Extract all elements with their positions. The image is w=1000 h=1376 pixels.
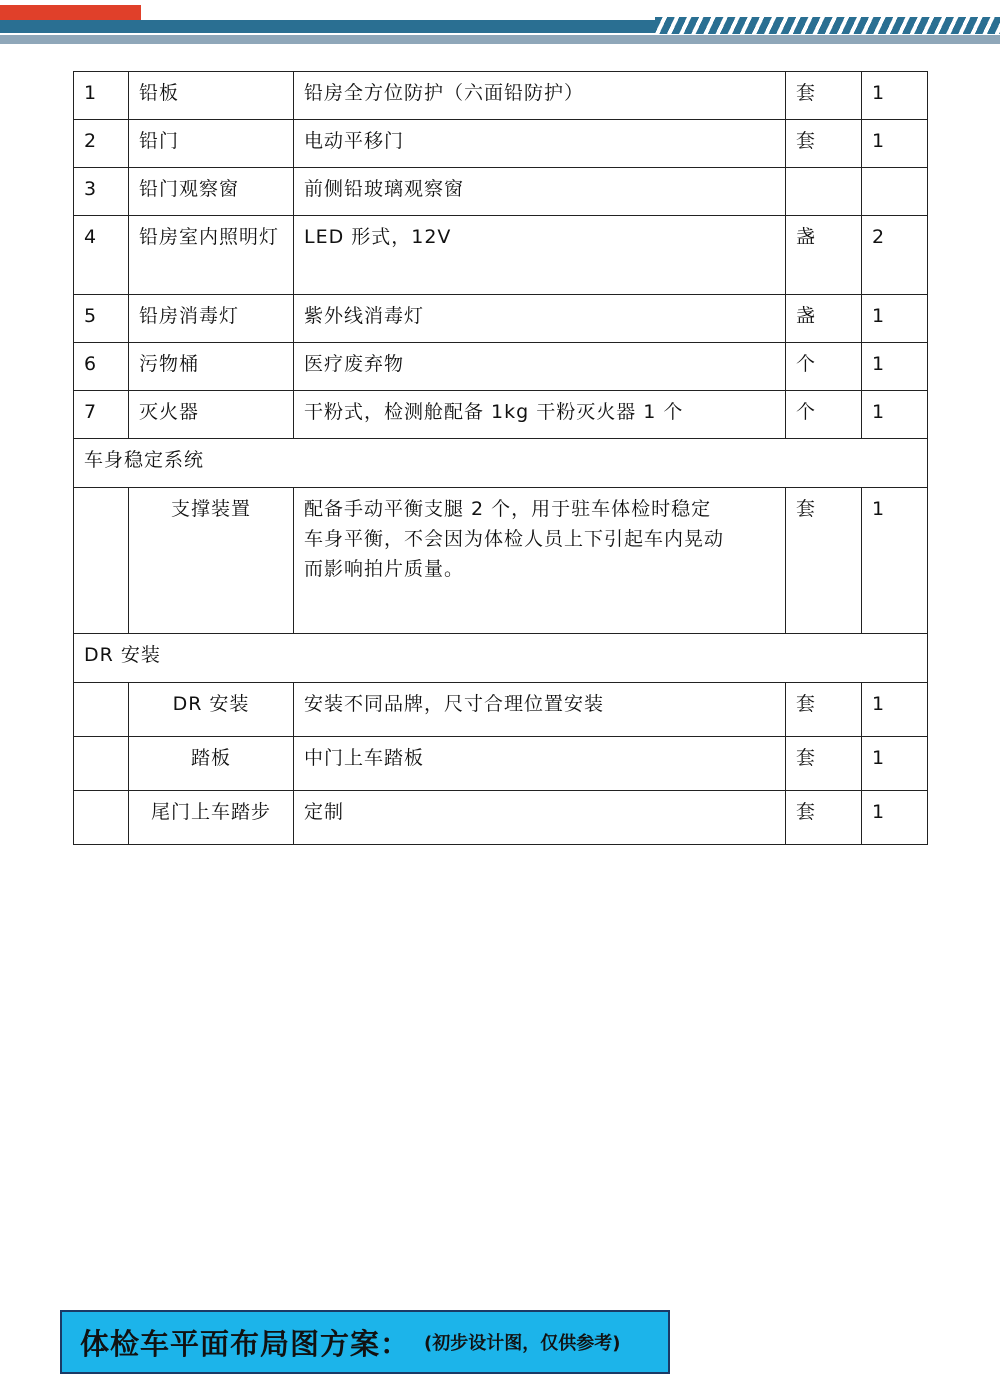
item-quantity: 1 bbox=[862, 683, 928, 737]
item-quantity: 1 bbox=[862, 791, 928, 845]
caption-title: 体检车平面布局图方案： bbox=[80, 1326, 411, 1361]
item-unit: 套 bbox=[786, 791, 862, 845]
item-name: 污物桶 bbox=[129, 343, 294, 391]
row-number bbox=[74, 737, 129, 791]
row-number: 2 bbox=[74, 120, 129, 168]
row-number: 7 bbox=[74, 391, 129, 439]
item-name: 铅门观察窗 bbox=[129, 168, 294, 216]
item-unit: 套 bbox=[786, 72, 862, 120]
item-description: 干粉式，检测舱配备 1kg 干粉灭火器 1 个 bbox=[294, 391, 786, 439]
item-quantity: 1 bbox=[862, 737, 928, 791]
item-unit: 套 bbox=[786, 737, 862, 791]
item-description: 安装不同品牌，尺寸合理位置安装 bbox=[294, 683, 786, 737]
section-header-row bbox=[74, 634, 928, 683]
item-name: 踏板 bbox=[129, 737, 294, 791]
item-quantity bbox=[862, 168, 928, 216]
item-unit: 个 bbox=[786, 391, 862, 439]
table-row bbox=[74, 295, 928, 343]
item-quantity: 1 bbox=[862, 343, 928, 391]
item-description: 配备手动平衡支腿 2 个，用于驻车体检时稳定车身平衡，不会因为体检人员上下引起车内晃动而影响拍片质量。 bbox=[294, 488, 786, 634]
item-description: 定制 bbox=[294, 791, 786, 845]
header-stripes bbox=[655, 17, 1000, 34]
item-description: 电动平移门 bbox=[294, 120, 786, 168]
item-unit: 套 bbox=[786, 120, 862, 168]
item-description: 医疗废弃物 bbox=[294, 343, 786, 391]
item-name: 铅房消毒灯 bbox=[129, 295, 294, 343]
section-title-dr: DR 安装 bbox=[74, 634, 928, 683]
table-row bbox=[74, 168, 928, 216]
item-name: 铅房室内照明灯 bbox=[129, 216, 294, 295]
item-name: 支撑装置 bbox=[129, 488, 294, 634]
section-title-stability: 车身稳定系统 bbox=[74, 439, 928, 488]
section-header-row bbox=[74, 439, 928, 488]
item-unit: 个 bbox=[786, 343, 862, 391]
item-unit bbox=[786, 168, 862, 216]
item-name: DR 安装 bbox=[129, 683, 294, 737]
table-row bbox=[74, 791, 928, 845]
layout-plan-caption bbox=[60, 1310, 670, 1374]
item-description: 铅房全方位防护（六面铅防护） bbox=[294, 72, 786, 120]
item-quantity: 1 bbox=[862, 295, 928, 343]
item-unit: 盏 bbox=[786, 295, 862, 343]
item-name: 铅板 bbox=[129, 72, 294, 120]
item-name: 铅门 bbox=[129, 120, 294, 168]
item-unit: 套 bbox=[786, 683, 862, 737]
item-unit: 套 bbox=[786, 488, 862, 634]
table-row bbox=[74, 683, 928, 737]
row-number bbox=[74, 683, 129, 737]
row-number: 3 bbox=[74, 168, 129, 216]
item-description: 中门上车踏板 bbox=[294, 737, 786, 791]
item-unit: 盏 bbox=[786, 216, 862, 295]
row-number: 1 bbox=[74, 72, 129, 120]
item-quantity: 1 bbox=[862, 72, 928, 120]
item-description: 紫外线消毒灯 bbox=[294, 295, 786, 343]
item-description: 前侧铅玻璃观察窗 bbox=[294, 168, 786, 216]
table-row bbox=[74, 343, 928, 391]
header-light-band bbox=[0, 35, 1000, 44]
caption-note: (初步设计图，仅供参考) bbox=[424, 1333, 621, 1354]
row-number: 6 bbox=[74, 343, 129, 391]
table-row bbox=[74, 72, 928, 120]
row-number: 5 bbox=[74, 295, 129, 343]
item-name: 灭火器 bbox=[129, 391, 294, 439]
table-row bbox=[74, 120, 928, 168]
table-row bbox=[74, 488, 928, 634]
table-row bbox=[74, 391, 928, 439]
item-name: 尾门上车踏步 bbox=[129, 791, 294, 845]
table-row bbox=[74, 216, 928, 295]
item-description: LED 形式，12V bbox=[294, 216, 786, 295]
row-number bbox=[74, 488, 129, 634]
item-quantity: 2 bbox=[862, 216, 928, 295]
row-number bbox=[74, 791, 129, 845]
table-row bbox=[74, 737, 928, 791]
header-red-bar bbox=[0, 5, 141, 20]
item-quantity: 1 bbox=[862, 391, 928, 439]
item-quantity: 1 bbox=[862, 120, 928, 168]
row-number: 4 bbox=[74, 216, 129, 295]
equipment-table bbox=[73, 71, 928, 845]
item-quantity: 1 bbox=[862, 488, 928, 634]
